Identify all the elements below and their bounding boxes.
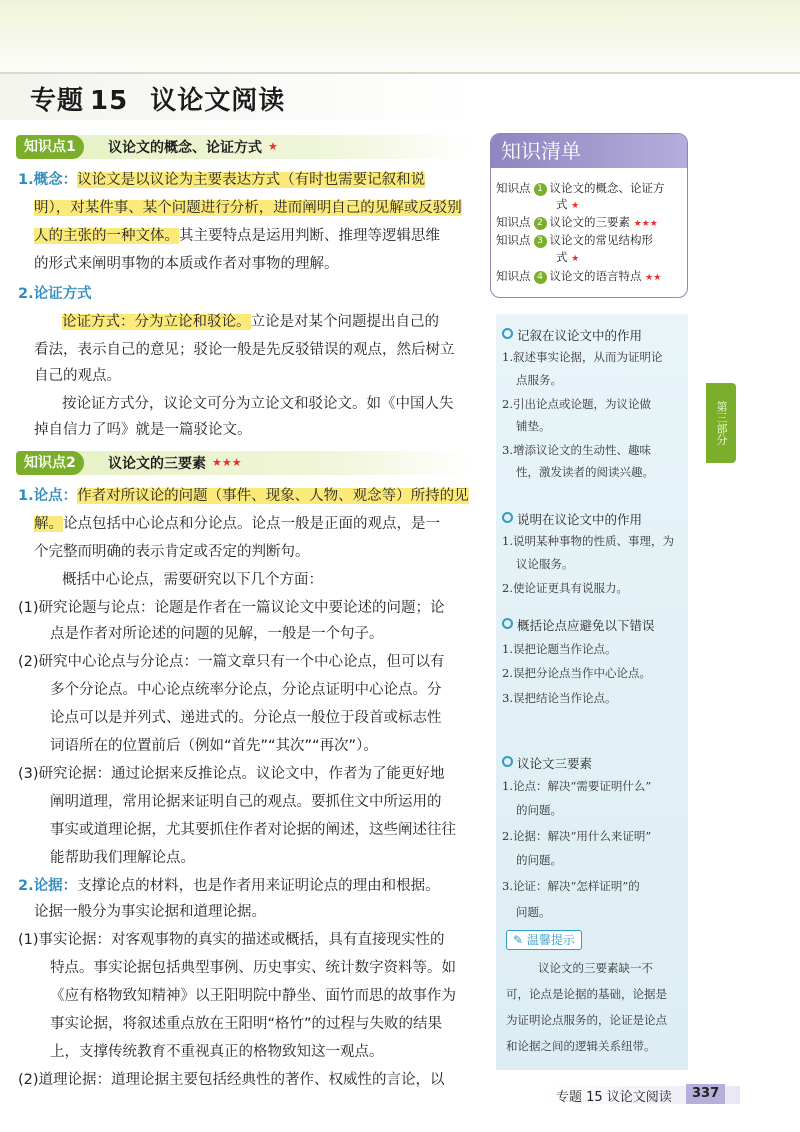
kp1-s1-line-2: 明），对某件事、某个问题进行分析，进而阐明自己的见解或反驳别 [34, 200, 462, 216]
warm-tip-label: ✎ 温馨提示 [506, 930, 582, 950]
info-icon: ✎ [513, 933, 524, 947]
bullet-icon [502, 618, 513, 629]
kp1-s2-line-4: 按论证方式分，议论文可分为立论文和驳论文。如《中国人失 [62, 396, 454, 412]
kp2-s2-line-4: 特点。事实论据包括典型事例、历史事实、统计数字资料等。如 [50, 960, 456, 976]
tip-3-line: 2.误把分论点当作中心论点。 [502, 666, 651, 680]
kp2-s1-line-1: 1.论点：作者对所议论的问题（事件、现象、人物、观念等）所持的见 [18, 488, 469, 504]
number-badge-icon: 3 [534, 235, 547, 248]
number-badge-icon: 4 [534, 271, 547, 284]
kp2-s1-line-3: 个完整而明确的表示肯定或否定的判断句。 [34, 544, 310, 560]
kp2-s2-line-1: 2.论据：支撑论点的材料，也是作者用来证明论点的理由和根据。 [18, 878, 440, 894]
checklist-item-4: 知识点 4 议论文的语言特点 ★★ [496, 269, 662, 283]
tip-4-line: 2.论据：解决“用什么来证明” [502, 829, 652, 843]
section-tab[interactable]: 第三部分 [706, 383, 736, 463]
tip-3-line: 3.误把结论当作论点。 [502, 691, 617, 705]
tip-2-line: 议论服务。 [516, 557, 574, 571]
warm-tip-line: 议论文的三要素缺一不 [538, 961, 653, 975]
page-title: 专题 15 议论文阅读 [30, 86, 286, 116]
tip-4-line: 3.论证：解决“怎样证明”的 [502, 879, 640, 893]
warm-tip-line: 可，论点是论据的基础，论据是 [506, 987, 667, 1001]
kp2-s1-line-7: (2)研究中心论点与分论点：一篇文章只有一个中心论点，但可以有 [18, 654, 445, 670]
kp1-badge: 知识点1 [16, 135, 84, 159]
tip-4-line: 问题。 [516, 905, 551, 919]
kp1-s2-line-5: 掉自信力了吗》就是一篇驳论文。 [34, 422, 252, 438]
kp1-s2-label: 2.论证方式 [18, 286, 92, 302]
checklist-item-3: 知识点 3 议论文的常见结构形 [496, 233, 653, 247]
number-badge-icon: 2 [534, 217, 547, 230]
kp2-s1-line-5: (1)研究论题与论点：论题是作者在一篇议论文中要论述的问题；论 [18, 600, 445, 616]
kp1-s2-line-2: 看法，表示自己的意见；驳论一般是先反驳错误的观点，然后树立 [34, 342, 455, 358]
tip-4-line: 1.论点：解决“需要证明什么” [502, 779, 652, 793]
kp2-s2-line-2: 论据一般分为事实论据和道理论据。 [34, 904, 266, 920]
tip-1-line: 3.增添议论文的生动性、趣味 [502, 443, 651, 457]
kp1-s1-line-3: 人的主张的一种文体。其主要特点是运用判断、推理等逻辑思维 [34, 228, 440, 244]
kp2-s2-line-5: 《应有格物致知精神》以王阳明院中静坐、面竹而思的故事作为 [50, 988, 456, 1004]
kp1-title: 议论文的概念、论证方式 ★ [108, 140, 278, 156]
tip-4-line: 的问题。 [516, 853, 562, 867]
tip-1-line: 点服务。 [516, 373, 562, 387]
checklist-item-3-cont: 式 ★ [556, 250, 580, 264]
tip-2-line: 1.说明某种事物的性质、事理，为 [502, 534, 674, 548]
bullet-icon [502, 512, 513, 523]
kp1-s2-line-1: 论证方式：分为立论和驳论。立论是对某个问题提出自己的 [62, 314, 439, 330]
kp2-s1-line-14: 能帮助我们理解论点。 [50, 850, 195, 866]
kp2-s1-line-10: 词语所在的位置前后（例如“首先”“其次”“再次”）。 [50, 738, 378, 754]
kp2-header [16, 451, 472, 475]
tip-heading-2: 说明在议论文中的作用 [502, 510, 642, 528]
tip-1-line: 性，激发读者的阅读兴趣。 [516, 465, 654, 479]
kp1-s1-line-4: 的形式来阐明事物的本质或作者对事物的理解。 [34, 256, 339, 272]
checklist-item-1-cont: 式 ★ [556, 197, 580, 211]
kp2-s2-line-3: (1)事实论据：对客观事物的真实的描述或概括，具有直接现实性的 [18, 932, 445, 948]
kp2-s1-line-4: 概括中心论点，需要研究以下几个方面： [62, 572, 323, 588]
kp2-s1-line-6: 点是作者对所论述的问题的见解，一般是一个句子。 [50, 626, 384, 642]
warm-tip-line: 为证明论点服务的，论证是论点 [506, 1013, 667, 1027]
kp2-s1-line-2: 解。论点包括中心论点和分论点。论点一般是正面的观点，是一 [34, 516, 440, 532]
bullet-icon [502, 756, 513, 767]
warm-tip-line: 和论据之间的逻辑关系纽带。 [506, 1039, 656, 1053]
checklist-item-2: 知识点 2 议论文的三要素 ★★★ [496, 215, 658, 229]
kp2-s1-line-8: 多个分论点。中心论点统率分论点，分论点证明中心论点。分 [50, 682, 442, 698]
kp2-s2-line-6: 事实论据，将叙述重点放在王阳明“格竹”的过程与失败的结果 [50, 1016, 443, 1032]
checklist-item-1: 知识点 1 议论文的概念、论证方 [496, 181, 665, 195]
bullet-icon [502, 328, 513, 339]
tip-heading-3: 概括论点应避免以下错误 [502, 616, 655, 634]
header-band [0, 0, 800, 78]
tip-4-line: 的问题。 [516, 803, 562, 817]
checklist-title: 知识清单 [491, 134, 687, 168]
tip-1-line: 1.叙述事实论据，从而为证明论 [502, 350, 663, 364]
tip-1-line: 2.引出论点或论题，为议论做 [502, 397, 651, 411]
kp1-s1-line-1: 1.概念：议论文是以议论为主要表达方式（有时也需要记叙和说 [18, 172, 426, 188]
kp2-badge: 知识点2 [16, 451, 84, 475]
tip-heading-4: 议论文三要素 [502, 754, 592, 772]
kp1-header [16, 135, 472, 159]
kp1-s2-line-3: 自己的观点。 [34, 368, 121, 384]
kp2-title: 议论文的三要素 ★★★ [108, 456, 242, 472]
kp2-s1-line-12: 阐明道理，常用论据来证明自己的观点。要抓住文中所运用的 [50, 794, 442, 810]
kp2-s1-line-11: (3)研究论据：通过论据来反推论点。议论文中，作者为了能更好地 [18, 766, 445, 782]
kp2-s1-line-13: 事实或道理论据，尤其要抓住作者对论据的阐述，这些阐述往往 [50, 822, 456, 838]
kp2-s1-line-9: 论点可以是并列式、递进式的。分论点一般位于段首或标志性 [50, 710, 442, 726]
number-badge-icon: 1 [534, 183, 547, 196]
tip-heading-1: 记叙在议论文中的作用 [502, 326, 642, 344]
tip-2-line: 2.使论证更具有说服力。 [502, 581, 628, 595]
kp2-s2-line-8: (2)道理论据：道理论据主要包括经典性的著作、权威性的言论，以 [18, 1072, 445, 1088]
footer-title: 专题 15 议论文阅读 [556, 1090, 672, 1105]
page-number: 337 [686, 1084, 725, 1104]
kp2-s2-line-7: 上，支撑传统教育不重视真正的格物致知这一观点。 [50, 1044, 384, 1060]
tip-3-line: 1.误把论题当作论点。 [502, 642, 617, 656]
tip-1-line: 铺垫。 [516, 419, 551, 433]
